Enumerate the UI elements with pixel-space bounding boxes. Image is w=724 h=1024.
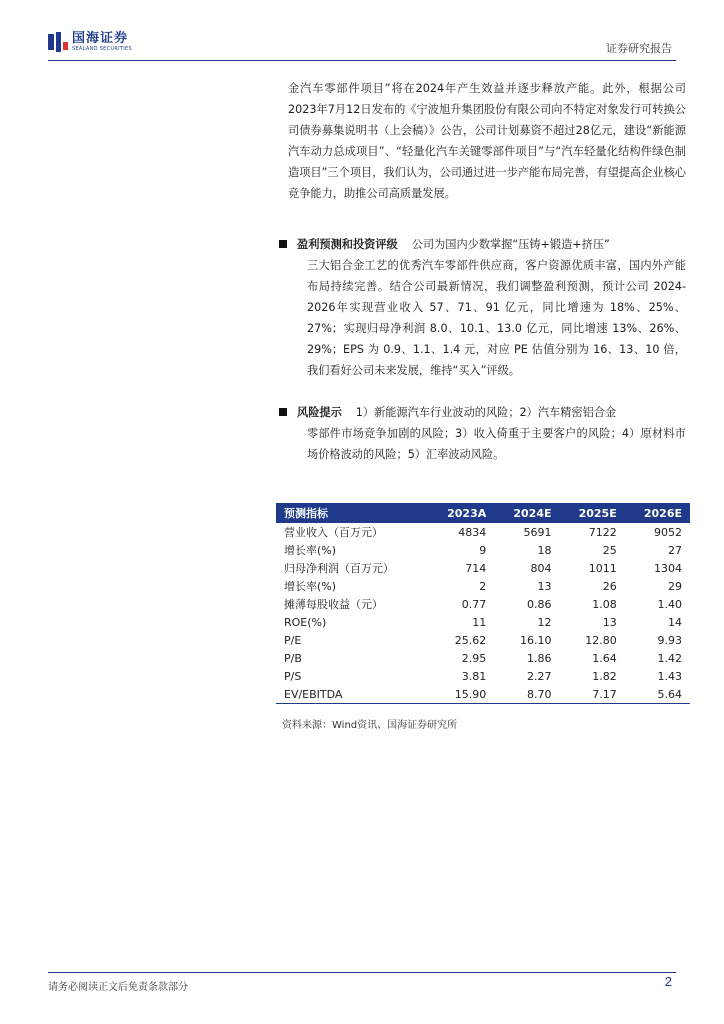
table-cell: 7122 bbox=[588, 525, 617, 539]
table-cell: 归母净利润（百万元） bbox=[284, 562, 394, 575]
table-cell: 12.80 bbox=[585, 633, 617, 647]
square-bullet-icon bbox=[279, 408, 287, 416]
table-cell: 2.95 bbox=[461, 651, 487, 665]
section-body: 三大铝合金工艺的优秀汽车零部件供应商，客户资源优质丰富，国内外产能布局持续完善。结合公司最新情况，我们调整盈利预测，预计公司 2024-2026年实现营业收入 57、71、91 亿元，同比增速为 18%、25%、27%；实现归母净利润 8.0、10.1、13.0 亿元，同比增速 13%、26%、29%；EPS 为 0.9、1.1、1.4 元，对应 PE 估值分别为 16、13、10 倍，我们看好公司未来发展，维持“买入”评级。 bbox=[307, 259, 686, 377]
table-cell: 26 bbox=[602, 579, 617, 593]
logo-english-name: SEALAND SECURITIES bbox=[72, 46, 132, 52]
footer-divider bbox=[48, 972, 676, 973]
section-risk-warning bbox=[279, 402, 686, 465]
section-lead: 公司为国内少数掌握“压铸+锻造+挤压” bbox=[411, 238, 610, 251]
table-cell: 9.93 bbox=[657, 633, 682, 647]
table-cell: 增长率(%) bbox=[284, 544, 337, 557]
table-cell: 14 bbox=[668, 615, 682, 629]
table-cell: 1.43 bbox=[657, 669, 682, 683]
table-cell: 15.90 bbox=[428, 685, 494, 704]
table-cell: ROE(%) bbox=[284, 615, 327, 629]
table-source-note: 资料来源：Wind资讯、国海证券研究所 bbox=[282, 720, 458, 731]
table-cell: 5.64 bbox=[625, 685, 690, 704]
table-cell: 1.86 bbox=[527, 651, 552, 665]
section-lead: 1）新能源汽车行业波动的风险；2）汽车精密铝合金 bbox=[355, 406, 617, 419]
table-cell: 摊薄每股收益（元） bbox=[284, 598, 383, 611]
table-cell: 1.82 bbox=[592, 669, 617, 683]
table-header-cell: 2023A bbox=[428, 503, 494, 523]
section-body: 零部件市场竞争加剧的风险；3）收入倚重于主要客户的风险；4）原材料市场价格波动的风险；5）汇率波动风险。 bbox=[307, 427, 686, 461]
table-cell: 27 bbox=[668, 543, 682, 557]
table-cell: 3.81 bbox=[461, 669, 487, 683]
table-cell: 13 bbox=[537, 579, 552, 593]
table-header-cell: 2026E bbox=[625, 503, 690, 523]
table-cell: 增长率(%) bbox=[284, 580, 337, 593]
table-cell: 2 bbox=[479, 579, 487, 593]
footer-disclaimer: 请务必阅读正文后免责条款部分 bbox=[48, 982, 188, 993]
table-cell: 13 bbox=[602, 615, 617, 629]
table-cell: 1.42 bbox=[657, 651, 682, 665]
section-title: 风险提示 bbox=[297, 406, 342, 419]
header-divider bbox=[48, 60, 676, 61]
table-cell: P/B bbox=[284, 651, 302, 665]
table-cell: 18 bbox=[537, 543, 552, 557]
table-header-row bbox=[276, 503, 690, 523]
table-cell: 714 bbox=[465, 561, 487, 575]
table-cell: 营业收入（百万元） bbox=[284, 526, 383, 539]
table-header-cell: 2024E bbox=[494, 503, 559, 523]
forecast-table bbox=[276, 503, 690, 704]
table-row bbox=[276, 613, 690, 631]
table-cell: 2.27 bbox=[527, 669, 552, 683]
table-cell: P/E bbox=[284, 633, 302, 647]
table-cell: 4834 bbox=[458, 525, 487, 539]
table-cell: 1304 bbox=[654, 561, 682, 575]
table-cell: 1.08 bbox=[592, 597, 617, 611]
table-row bbox=[276, 685, 690, 704]
section-earnings-forecast bbox=[279, 234, 686, 381]
table-cell: 0.86 bbox=[527, 597, 552, 611]
table-cell: 9052 bbox=[654, 525, 682, 539]
square-bullet-icon bbox=[279, 240, 287, 248]
table-cell: 1.64 bbox=[592, 651, 617, 665]
table-cell: 11 bbox=[472, 615, 487, 629]
report-type: 证券研究报告 bbox=[606, 42, 672, 55]
table-row bbox=[276, 577, 690, 595]
table-cell: 7.17 bbox=[560, 685, 625, 704]
table-cell: 0.77 bbox=[461, 597, 487, 611]
table-row bbox=[276, 559, 690, 577]
company-logo bbox=[48, 32, 132, 52]
table-cell: 16.10 bbox=[520, 633, 552, 647]
table-row bbox=[276, 595, 690, 613]
table-cell: 1.40 bbox=[657, 597, 682, 611]
table-cell: 12 bbox=[537, 615, 552, 629]
logo-chinese-name: 国海证券 bbox=[72, 31, 129, 46]
table-row bbox=[276, 523, 690, 541]
page-number: 2 bbox=[664, 974, 672, 989]
table-cell: 804 bbox=[530, 561, 552, 575]
table-cell: 5691 bbox=[523, 525, 552, 539]
table-header-cell: 预测指标 bbox=[276, 503, 428, 523]
table-header-cell: 2025E bbox=[560, 503, 625, 523]
table-cell: 29 bbox=[668, 579, 682, 593]
table-cell: 9 bbox=[479, 543, 487, 557]
table-row bbox=[276, 541, 690, 559]
logo-mark-icon bbox=[48, 32, 68, 52]
table-cell: 25.62 bbox=[454, 633, 487, 647]
page-header bbox=[0, 0, 724, 64]
table-row bbox=[276, 667, 690, 685]
table-row bbox=[276, 649, 690, 667]
table-cell: 1011 bbox=[588, 561, 617, 575]
table-cell: 8.70 bbox=[494, 685, 559, 704]
table-cell: P/S bbox=[284, 669, 302, 683]
table-row bbox=[276, 631, 690, 649]
table-cell: EV/EBITDA bbox=[276, 685, 428, 704]
intro-paragraph: 金汽车零部件项目”将在2024年产生效益并逐步释放产能。此外，根据公司2023年7月12日发布的《宁波旭升集团股份有限公司向不特定对象发行可转换公司债券募集说明书（上会稿）》公告，公司计划募资不超过28亿元，建设“新能源汽车动力总成项目”、“轻量化汽车关键零部件项目”与“汽车轻量化结构件绿色制造项目”三个项目，我们认为，公司通过进一步产能布局完善，有望提高企业核心竞争能力，助推公司高质量发展。 bbox=[288, 82, 686, 200]
section-title: 盈利预测和投资评级 bbox=[297, 238, 398, 251]
table-cell: 25 bbox=[602, 543, 617, 557]
